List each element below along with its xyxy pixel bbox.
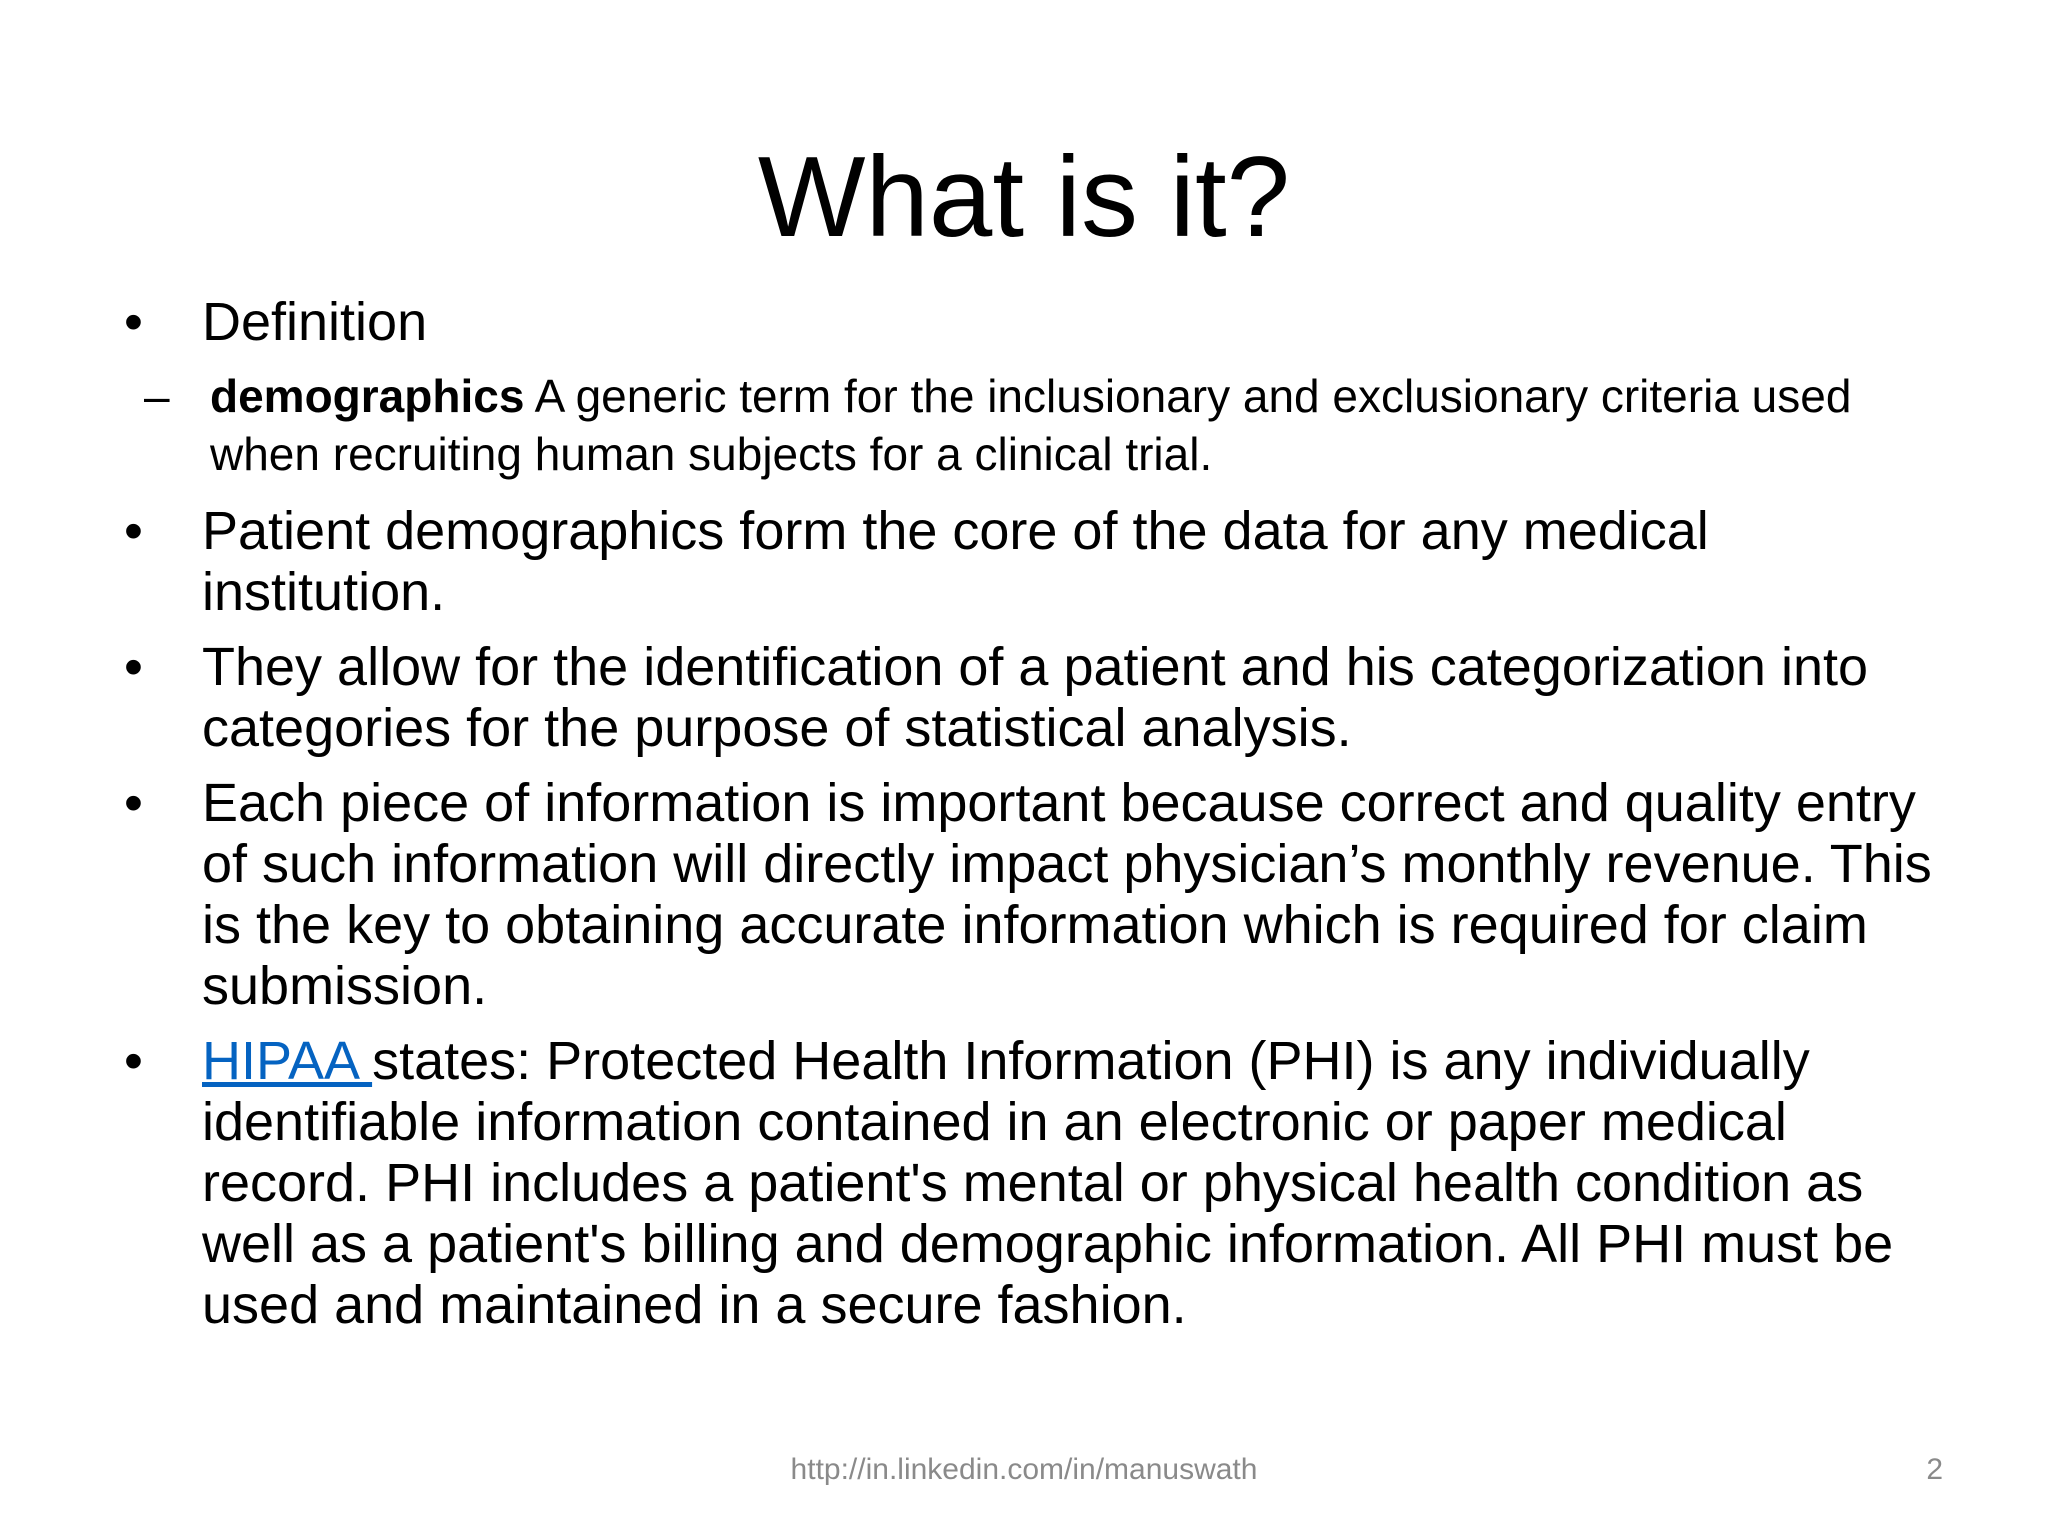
- slide-body: [120, 292, 1960, 1350]
- bullet-identification: [120, 637, 1960, 759]
- bullet-marker: •: [124, 773, 143, 833]
- bullet-text: Definition: [202, 292, 428, 352]
- bullet-core: [120, 501, 1960, 623]
- bullet-text: They allow for the identification of a patient and his categorization into categories for the purpose of statistical analysis.: [202, 637, 1869, 758]
- sub-bullet-demographics: [38, 367, 1960, 483]
- bullet-marker: •: [124, 501, 143, 561]
- definition-term: demographics: [210, 370, 525, 422]
- sub-bullet-marker: –: [144, 370, 170, 422]
- page-number: 2: [1926, 1453, 1943, 1486]
- bullet-text: Each piece of information is important because correct and quality entry of such information will directly impact physician’s monthly revenue. This is the key to obtaining accurate information which is required for claim submission.: [202, 773, 1932, 1016]
- definition-text: A generic term for the inclusionary and exclusionary criteria used when recruiting human subjects for a clinical trial.: [210, 370, 1852, 480]
- bullet-definition: [120, 292, 1960, 353]
- bullet-marker: •: [124, 1031, 143, 1091]
- bullet-marker: •: [124, 292, 143, 352]
- bullet-importance: [120, 773, 1960, 1017]
- slide-title: What is it?: [757, 134, 1291, 261]
- footer-url: http://in.linkedin.com/in/manuswath: [790, 1453, 1258, 1486]
- bullet-text: states: Protected Health Information (PHI) is any individually identifiable information contained in an electronic or paper medical record. PHI includes a patient's mental or physical health condition as well as a patient's billing and demographic information. All PHI must be used and maintained in a secure fashion.: [202, 1031, 1894, 1335]
- bullet-text: Patient demographics form the core of the data for any medical institution.: [202, 501, 1709, 622]
- bullet-hipaa: [120, 1031, 1960, 1336]
- hipaa-link[interactable]: HIPAA: [202, 1031, 373, 1091]
- bullet-marker: •: [124, 637, 143, 697]
